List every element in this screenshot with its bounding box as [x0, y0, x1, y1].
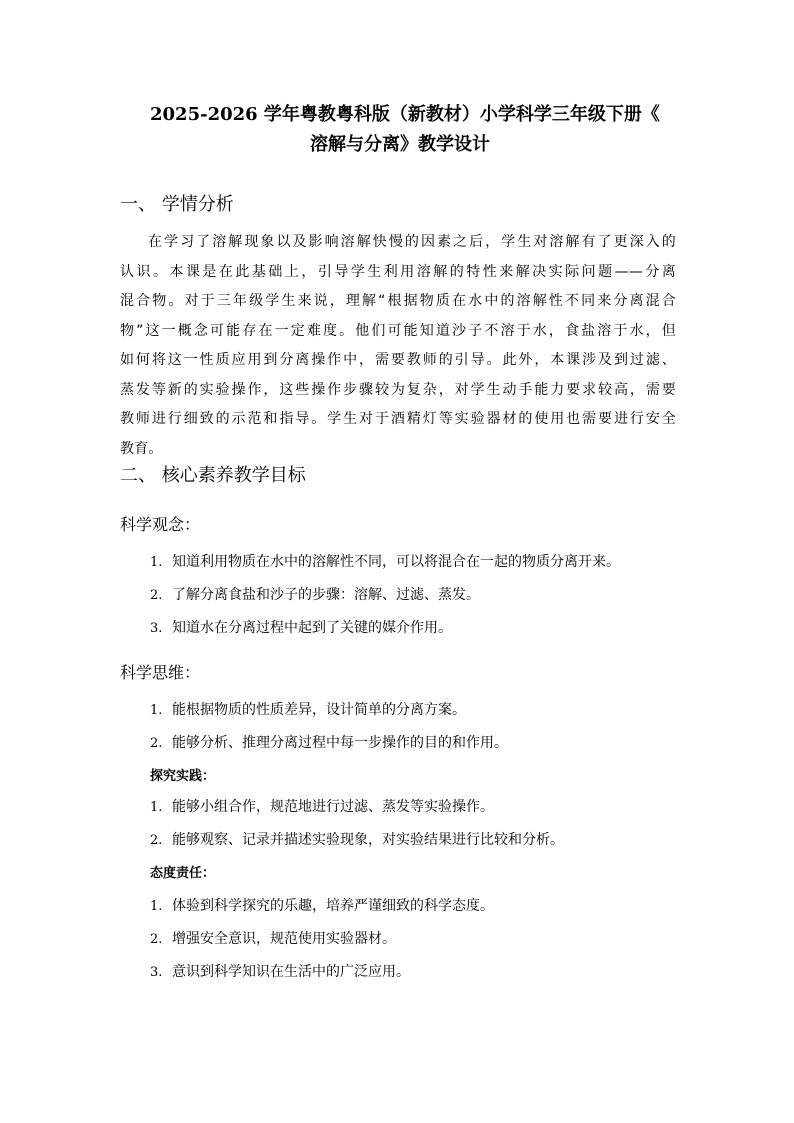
list-item-text: 能够小组合作，规范地进行过滤、蒸发等实验操作。: [172, 799, 494, 815]
section-2-heading: 二、 核心素养教学目标: [120, 465, 306, 486]
list-item: [150, 618, 452, 639]
list-item-text: 了解分离食盐和沙子的步骤：溶解、过滤、蒸发。: [172, 587, 480, 603]
thinking-heading: 科学思维：: [120, 663, 201, 682]
list-item-text: 增强安全意识，规范使用实验器材。: [172, 931, 396, 947]
list-item: [150, 929, 396, 950]
practice-heading: 探究实践：: [150, 769, 216, 784]
paragraph-line: 在学习了溶解现象以及影响溶解快慢的因素之后，学生对溶解有了更深入的: [148, 234, 676, 250]
list-item-text: 能够分析、推理分离过程中每一步操作的目的和作用。: [172, 735, 508, 751]
paragraph-line: 蒸发等新的实验操作，这些操作步骤较为复杂，对学生动手能力要求较高，需要: [120, 381, 676, 398]
document-title-line-1: 2025-2026 学年粤教粤科版（新教材）小学科学三年级下册《: [150, 104, 660, 125]
list-item: [150, 585, 480, 606]
list-item: [150, 830, 564, 851]
paragraph-line: 混合物。对于三年级学生来说，理解“根据物质在水中的溶解性不同来分离混合: [120, 293, 676, 309]
paragraph-line: 物”这一概念可能存在一定难度。他们可能知道沙子不溶于水，食盐溶于水，但: [120, 322, 676, 339]
list-item-number: 3.: [150, 621, 163, 636]
list-item: [150, 797, 494, 818]
paragraph-line: 教育。: [120, 440, 163, 457]
list-item-text: 意识到科学知识在生活中的广泛应用。: [172, 964, 410, 980]
paragraph-line: 认识。本课是在此基础上，引导学生利用溶解的特性来解决实际问题——分离: [120, 263, 676, 280]
list-item-number: 1.: [150, 800, 163, 815]
paragraph-line: 教师进行细致的示范和指导。学生对于酒精灯等实验器材的使用也需要进行安全: [120, 411, 676, 427]
list-item-number: 1.: [150, 703, 163, 718]
list-item-text: 体验到科学探究的乐趣，培养严谨细致的科学态度。: [172, 898, 494, 914]
list-item-text: 知道水在分离过程中起到了关键的媒介作用。: [172, 620, 452, 636]
document-title-line-2: 溶解与分离》教学设计: [310, 134, 490, 155]
list-item-number: 2.: [150, 932, 163, 947]
list-item: [150, 733, 508, 754]
list-item-text: 能根据物质的性质差异，设计简单的分离方案。: [172, 702, 466, 718]
list-item: [150, 962, 410, 983]
attitude-heading: 态度责任：: [150, 866, 216, 881]
list-item-number: 3.: [150, 965, 163, 980]
list-item-number: 2.: [150, 588, 163, 603]
list-item-number: 1.: [150, 899, 163, 914]
concept-heading: 科学观念：: [120, 515, 201, 534]
list-item-text: 知道利用物质在水中的溶解性不同，可以将混合在一起的物质分离开来。: [172, 554, 620, 570]
list-item-number: 2.: [150, 736, 163, 751]
list-item-number: 2.: [150, 833, 163, 848]
section-1-paragraph: [120, 228, 676, 464]
list-item: [150, 700, 466, 721]
list-item: [150, 552, 620, 573]
list-item-text: 能够观察、记录并描述实验现象，对实验结果进行比较和分析。: [172, 832, 564, 848]
list-item-number: 1.: [150, 555, 163, 570]
section-1-heading: 一、 学情分析: [120, 194, 234, 215]
list-item: [150, 896, 494, 917]
paragraph-line: 如何将这一性质应用到分离操作中，需要教师的引导。此外，本课涉及到过滤、: [120, 352, 676, 368]
